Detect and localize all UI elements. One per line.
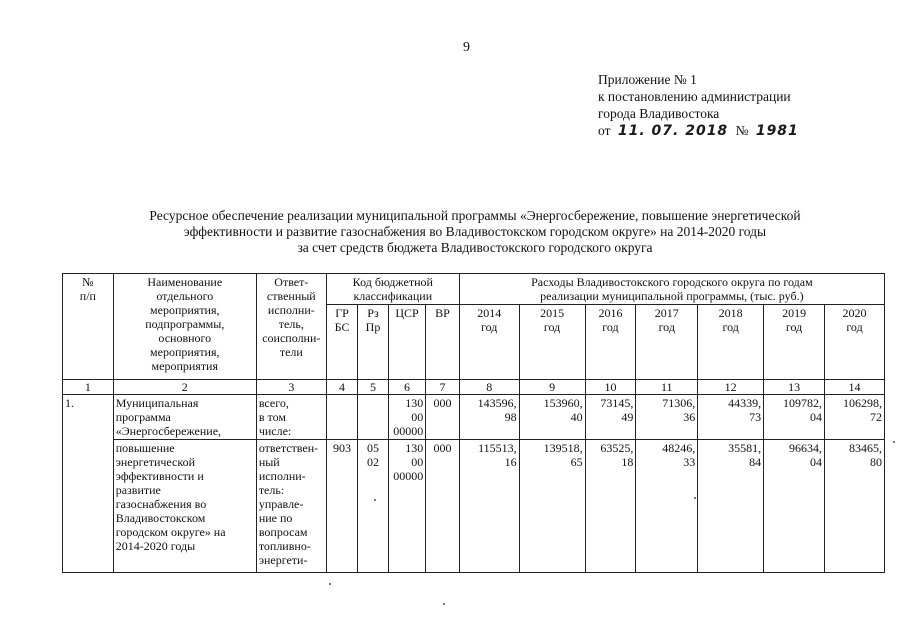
annex-date-line — [598, 122, 803, 140]
header-row-top — [63, 274, 885, 305]
scan-speck — [329, 583, 331, 585]
document-title — [60, 208, 890, 256]
page-number: 9 — [463, 40, 470, 55]
row-grbs: 903 — [326, 440, 357, 573]
title-line-2: эффективности и развитие газоснабжения во Владивостокском городском округе» на 2014-2020 годы — [183, 224, 767, 239]
column-number: 9 — [519, 380, 585, 395]
header-budget-code: Код бюджетной классификации — [326, 274, 459, 305]
row-value-2014: 115513, 16 — [459, 440, 519, 573]
column-number: 1 — [63, 380, 114, 395]
header-rzpr: Рз Пр — [358, 305, 388, 380]
row-executor: ответствен- ный исполни- тель: управле- ние по вопросам топливно- энергети- — [256, 440, 326, 573]
column-number: 5 — [358, 380, 388, 395]
annex-date-prefix: от — [598, 123, 611, 138]
header-year-2020: 2020 год — [825, 305, 885, 380]
column-number: 12 — [698, 380, 764, 395]
column-number: 11 — [636, 380, 698, 395]
row-value-2016: 63525, 18 — [585, 440, 636, 573]
row-csr: 130 00 00000 — [388, 395, 426, 440]
row-value-2014: 143596, 98 — [459, 395, 519, 440]
scan-speck — [694, 497, 696, 499]
header-name: Наименование отдельного мероприятия, подпрограммы, основного мероприятия, мероприятия — [113, 274, 256, 380]
column-number: 14 — [825, 380, 885, 395]
row-value-2017: 71306, 36 — [636, 395, 698, 440]
header-year-2018: 2018 год — [698, 305, 764, 380]
header-grbs: ГР БС — [326, 305, 357, 380]
header-year-2019: 2019 год — [764, 305, 825, 380]
row-vr: 000 — [426, 440, 460, 573]
row-value-2015: 139518, 65 — [519, 440, 585, 573]
resource-table — [62, 273, 885, 573]
row-grbs — [326, 395, 357, 440]
title-line-3: за счет средств бюджета Владивостокского городского округа — [297, 240, 653, 255]
annex-line-3: города Владивостока — [598, 106, 720, 121]
scan-speck — [893, 441, 895, 443]
row-value-2020: 106298, 72 — [825, 395, 885, 440]
row-value-2019: 109782, 04 — [764, 395, 825, 440]
row-value-2019: 96634, 04 — [764, 440, 825, 573]
column-number: 3 — [256, 380, 326, 395]
column-number: 6 — [388, 380, 426, 395]
column-number: 4 — [326, 380, 357, 395]
header-csr: ЦСР — [388, 305, 426, 380]
row-value-2016: 73145, 49 — [585, 395, 636, 440]
title-line-1: Ресурсное обеспечение реализации муниципальной программы «Энергосбережение, повышение энергетической — [149, 208, 801, 223]
annex-block — [598, 71, 803, 140]
header-year-2016: 2016 год — [585, 305, 636, 380]
row-value-2018: 44339, 73 — [698, 395, 764, 440]
annex-date-handwritten: 11. 07. 2018 — [617, 123, 729, 139]
header-year-2017: 2017 год — [636, 305, 698, 380]
row-value-2017: 48246, 33 — [636, 440, 698, 573]
column-number-row — [63, 380, 885, 395]
header-expenses: Расходы Владивостокского городского округа по годам реализации муниципальной программы, (тыс. руб.) — [459, 274, 884, 305]
row-csr: 130 00 00000 — [388, 440, 426, 573]
row-name: Муниципальная программа «Энергосбережение, — [113, 395, 256, 440]
annex-line-1: Приложение № 1 — [598, 72, 697, 87]
annex-number-handwritten: 1981 — [755, 123, 799, 139]
table-row — [63, 440, 885, 573]
row-vr: 000 — [426, 395, 460, 440]
row-name: повышение энергетической эффективности и развитие газоснабжения во Владивостокском городском округе» на 2014-2020 годы — [113, 440, 256, 573]
scan-speck — [443, 603, 445, 605]
column-number: 8 — [459, 380, 519, 395]
column-number: 13 — [764, 380, 825, 395]
row-rzpr — [358, 395, 388, 440]
row-number: 1. — [63, 395, 114, 573]
header-vr: ВР — [426, 305, 460, 380]
row-value-2015: 153960, 40 — [519, 395, 585, 440]
table-row — [63, 395, 885, 440]
header-num: № п/п — [63, 274, 114, 380]
column-number: 2 — [113, 380, 256, 395]
row-executor: всего, в том числе: — [256, 395, 326, 440]
header-executor: Ответ- ственный исполни- тель, соисполни- тели — [256, 274, 326, 380]
annex-number-prefix: № — [735, 123, 749, 138]
column-number: 10 — [585, 380, 636, 395]
header-year-2014: 2014 год — [459, 305, 519, 380]
scan-speck — [374, 499, 376, 501]
row-value-2020: 83465, 80 — [825, 440, 885, 573]
column-number: 7 — [426, 380, 460, 395]
annex-line-2: к постановлению администрации — [598, 89, 791, 104]
header-year-2015: 2015 год — [519, 305, 585, 380]
row-rzpr: 05 02 — [358, 440, 388, 573]
row-value-2018: 35581, 84 — [698, 440, 764, 573]
